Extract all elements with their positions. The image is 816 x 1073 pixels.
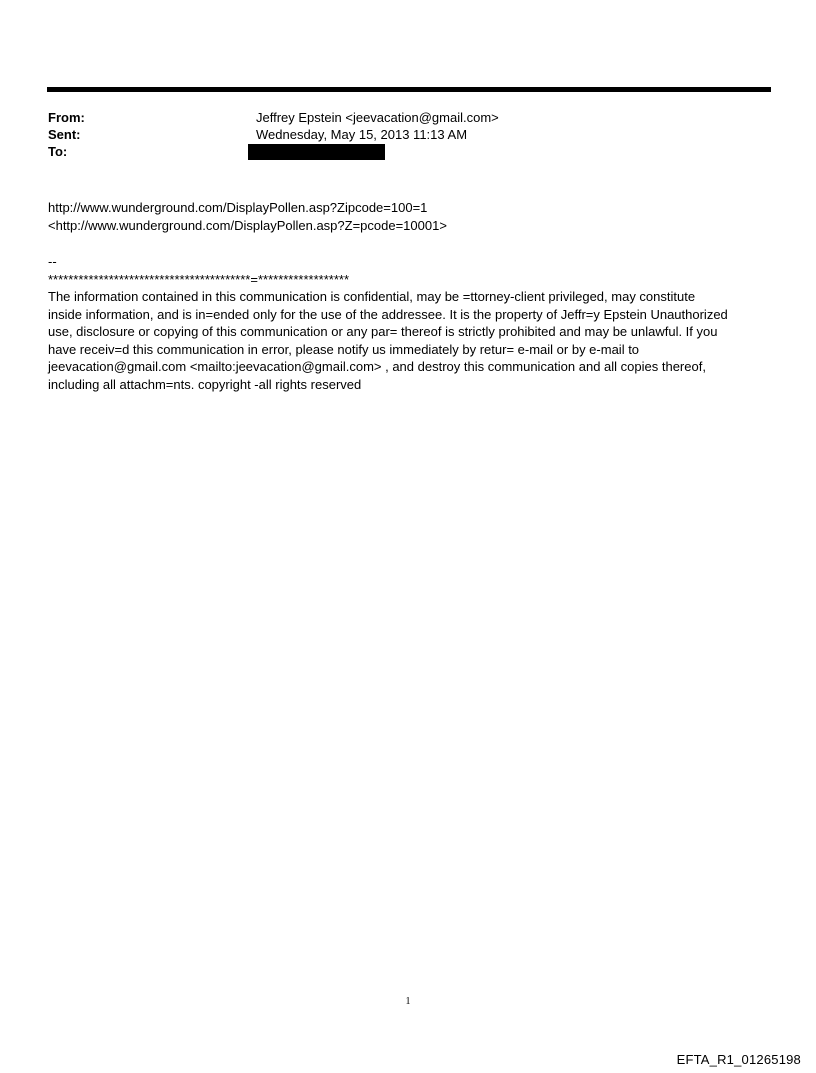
disclaimer-line: inside information, and is in=ended only for the use of the addressee. It is the property of Jeffr=y Epstein Unauthorized bbox=[48, 306, 728, 322]
page-number: 1 bbox=[405, 996, 411, 1007]
document-id: EFTA_R1_01265198 bbox=[676, 1052, 801, 1067]
from-label: From: bbox=[48, 110, 85, 125]
from-value: Jeffrey Epstein <jeevacation@gmail.com> bbox=[256, 110, 499, 125]
url-block bbox=[48, 199, 768, 234]
disclaimer-line: jeevacation@gmail.com <mailto:jeevacation@gmail.com> , and destroy this communication and all copies thereof, bbox=[48, 359, 706, 374]
url-line: <http://www.wunderground.com/DisplayPollen.asp?Z=pcode=10001> bbox=[48, 217, 447, 233]
sent-row bbox=[48, 126, 768, 143]
email-header bbox=[48, 109, 768, 160]
signature-separator bbox=[48, 253, 768, 288]
header-rule bbox=[47, 87, 771, 92]
disclaimer-line: have receiv=d this communication in error, please notify us immediately by retur= e-mail or by e-mail to bbox=[48, 341, 640, 357]
disclaimer-line: including all attachm=nts. copyright -all rights reserved bbox=[48, 376, 362, 392]
disclaimer-line: use, disclosure or copying of this communication or any par= thereof is strictly prohibited and may be unlawful. If you bbox=[48, 324, 718, 339]
redaction-box bbox=[248, 144, 385, 160]
confidentiality-disclaimer bbox=[48, 288, 764, 393]
sig-dashes: -- bbox=[48, 254, 57, 269]
sent-value: Wednesday, May 15, 2013 11:13 AM bbox=[256, 127, 468, 142]
sig-stars: ****************************************=****************** bbox=[48, 271, 350, 287]
from-row bbox=[48, 109, 768, 126]
to-row bbox=[48, 143, 768, 160]
url-line: http://www.wunderground.com/DisplayPollen.asp?Zipcode=100=1 bbox=[48, 200, 428, 215]
to-label: To: bbox=[48, 144, 68, 159]
sent-label: Sent: bbox=[48, 127, 81, 142]
disclaimer-line: The information contained in this communication is confidential, may be =ttorney-client privileged, may constitute bbox=[48, 289, 696, 304]
